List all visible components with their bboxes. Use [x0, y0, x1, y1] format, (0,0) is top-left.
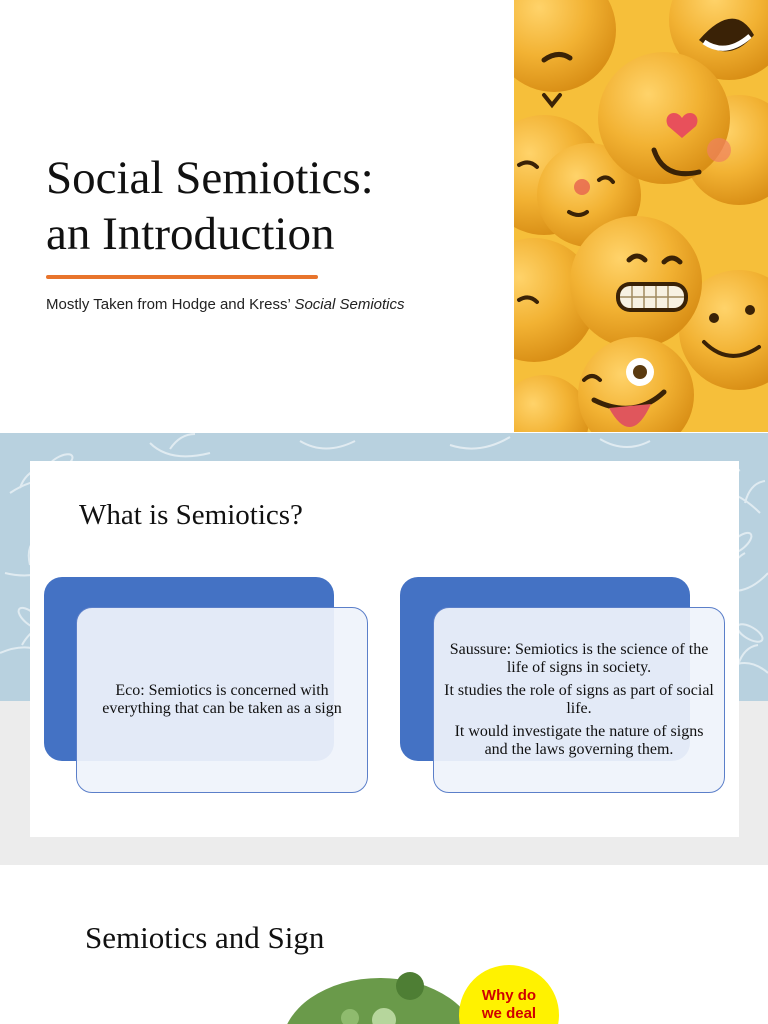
subtitle-book-title: Social Semiotics	[294, 296, 405, 313]
saussure-nature-text: It would investigate the nature of signs and the laws governing them.	[454, 723, 704, 758]
slide-title-line-2: an Introduction	[46, 208, 335, 260]
question-line-2: we deal	[481, 1005, 537, 1022]
what-is-semiotics-slide	[0, 433, 768, 865]
slide-title	[46, 150, 374, 262]
slide-heading: What is Semiotics?	[79, 499, 303, 531]
slide-subtitle	[46, 296, 405, 313]
eco-definition-text: Eco: Semiotics is concerned with everything that can be taken as a sign	[102, 682, 342, 717]
eco-definition-box	[76, 607, 368, 793]
saussure-definition-text: Saussure: Semiotics is the science of the life of signs in society.	[449, 641, 709, 676]
semiotics-and-sign-slide	[0, 866, 768, 1024]
saussure-role-text: It studies the role of signs as part of social life.	[444, 682, 714, 717]
saussure-definition-box	[433, 607, 725, 793]
title-slide	[0, 0, 768, 432]
question-bubble-text	[459, 987, 559, 1023]
title-underline	[46, 275, 318, 279]
slide-title-line-1: Social Semiotics:	[46, 152, 374, 204]
content-card	[30, 461, 739, 837]
green-character-icon	[280, 966, 480, 1024]
question-line-1: Why do	[481, 987, 537, 1004]
emoji-faces-photo	[514, 0, 768, 432]
slide-heading: Semiotics and Sign	[85, 920, 325, 955]
emoji-faces-icon	[514, 0, 768, 432]
subtitle-text: Mostly Taken from Hodge and Kress’	[46, 296, 295, 313]
